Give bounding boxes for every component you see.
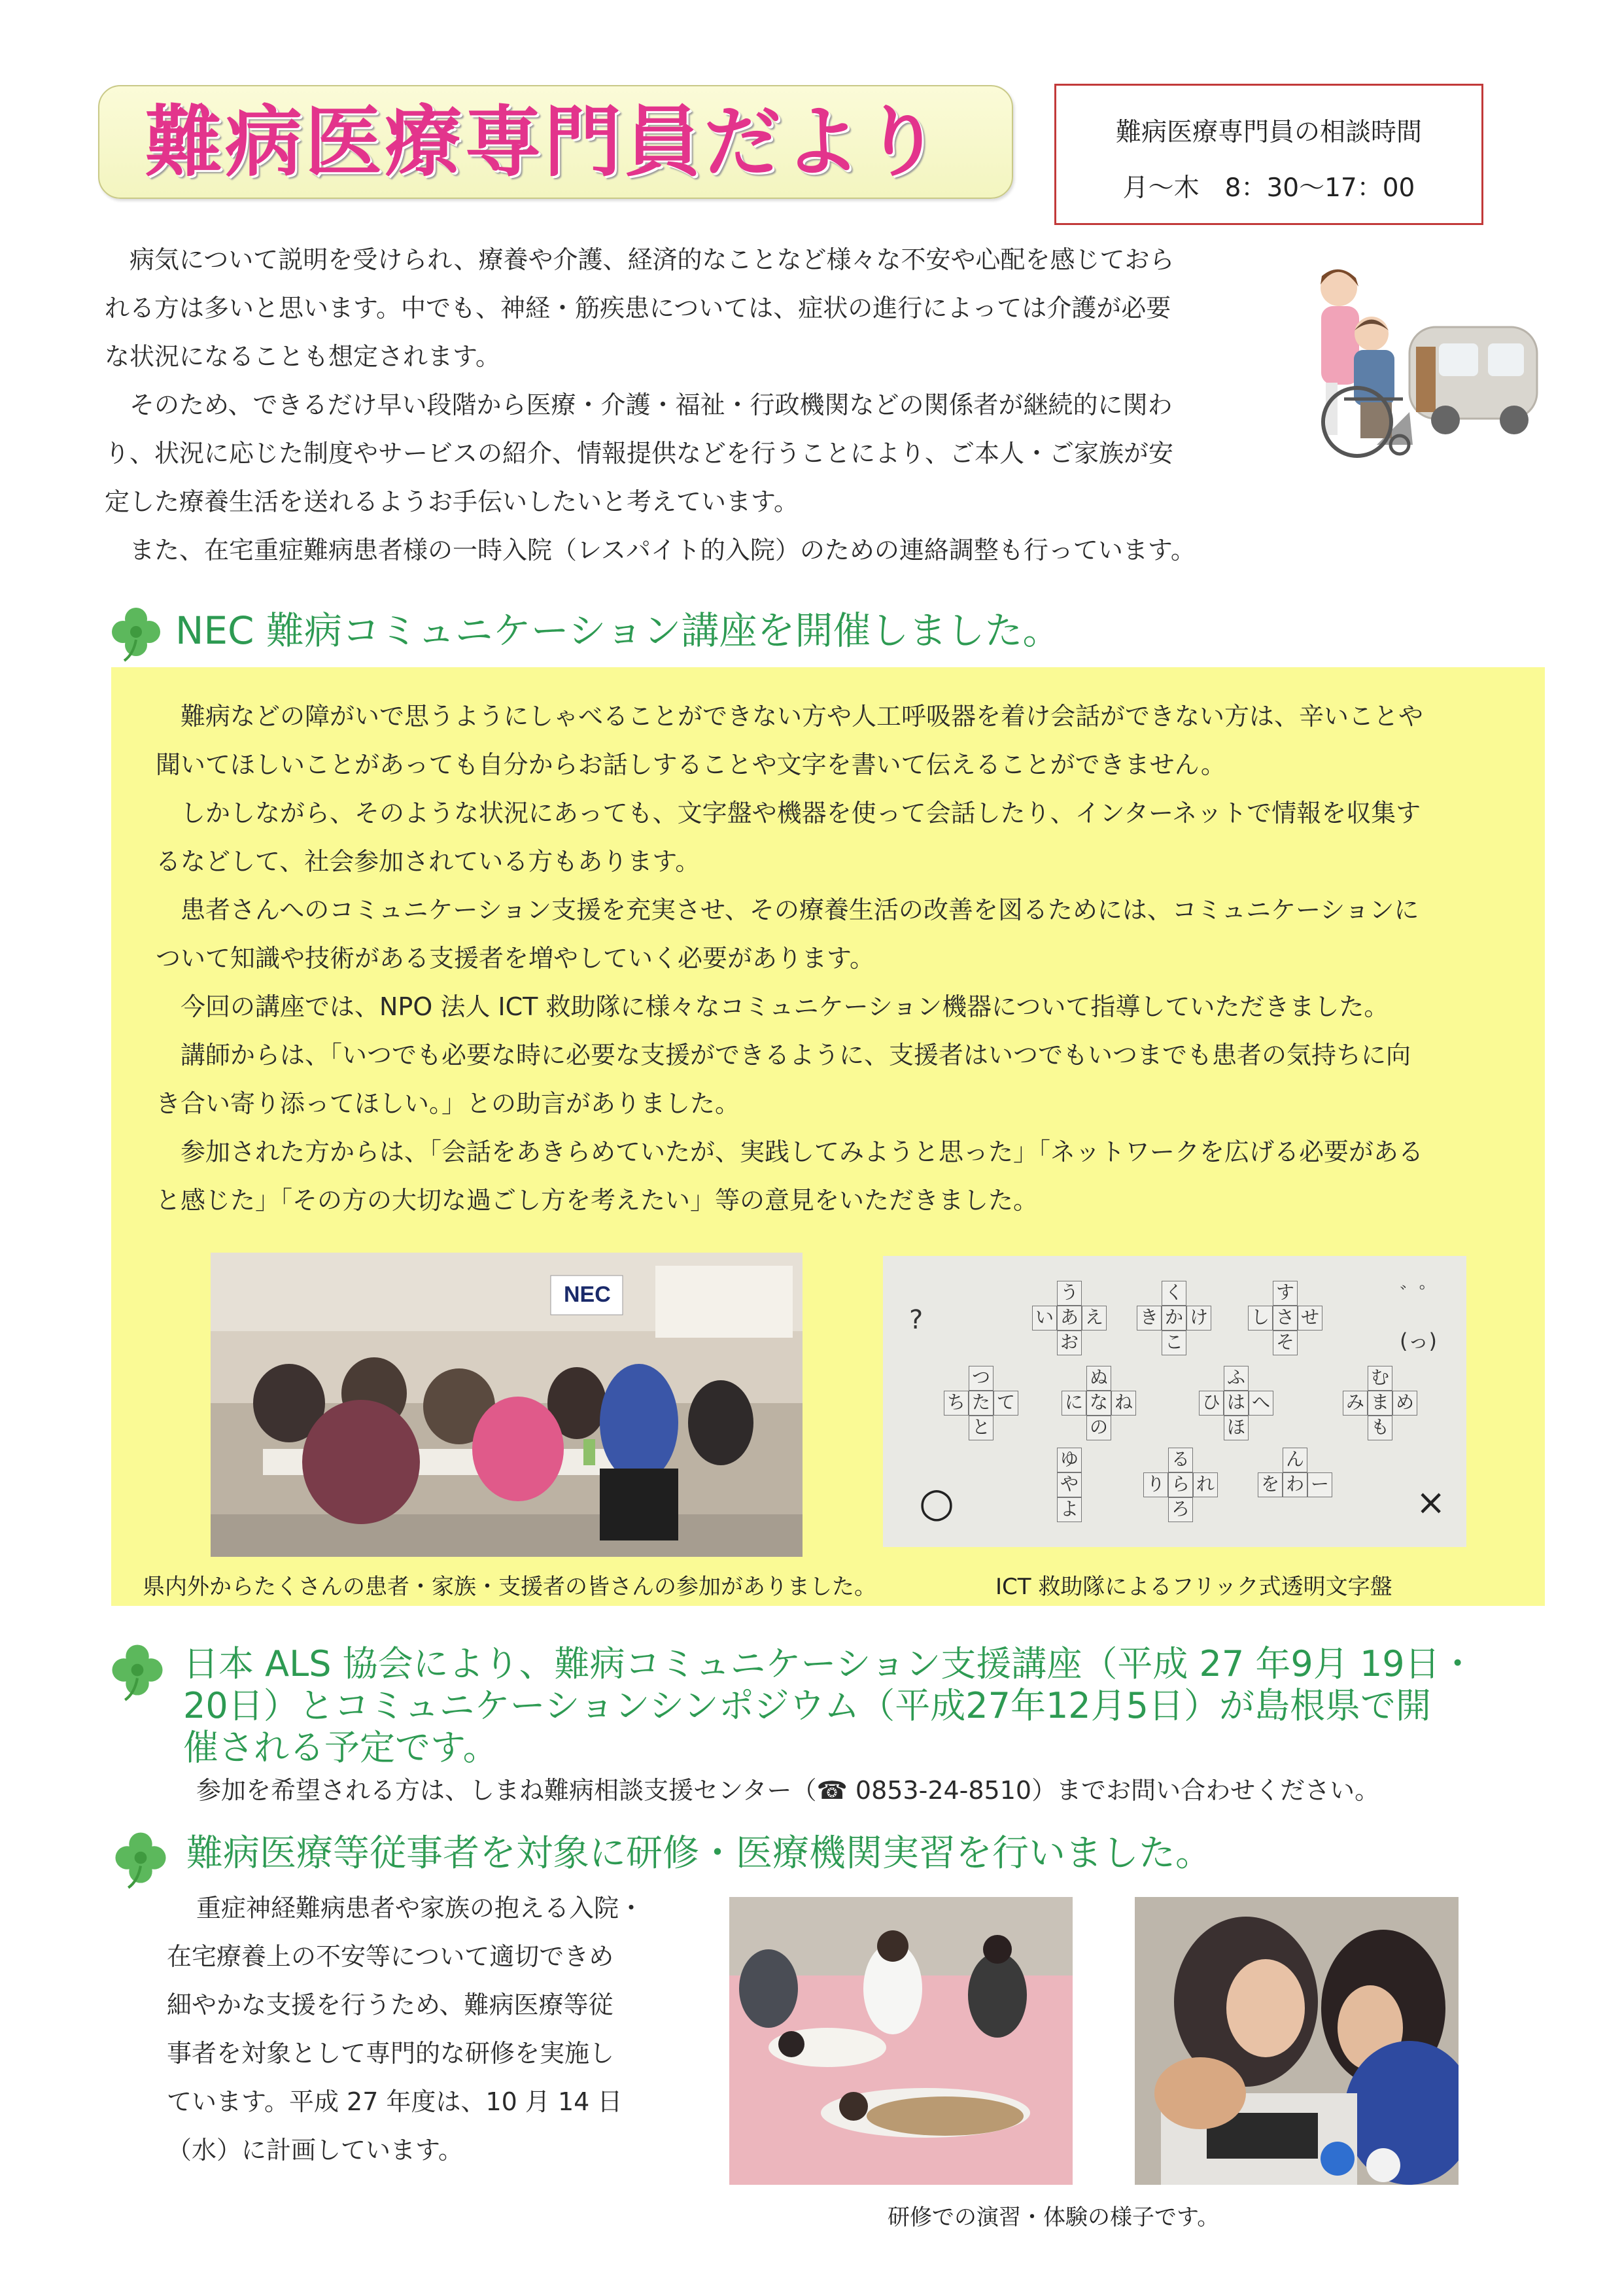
board-char-bottom: ほ	[1224, 1416, 1249, 1440]
board-char-left: き	[1137, 1306, 1162, 1331]
intro-line-5: り、状況に応じた制度やサービスの紹介、情報提供などを行うことにより、ご本人・ご家族が安	[105, 439, 1174, 468]
board-char-top: つ	[969, 1366, 993, 1391]
section3-line-4: 事者を対象として専門的な研修を実施し	[167, 2039, 615, 2068]
article-panel	[111, 667, 1545, 1606]
board-char-bottom: の	[1086, 1416, 1111, 1440]
section2-heading-line-1: 日本 ALS 協会により、難病コミュニケーション支援講座（平成 27 年9月 19日・	[183, 1643, 1476, 1684]
section1-line-9: き合い寄り添ってほしい。」との助言がありました。	[156, 1089, 740, 1118]
board-char-right: へ	[1249, 1391, 1273, 1416]
board-char-left: を	[1258, 1472, 1283, 1497]
board-char-bottom: よ	[1057, 1497, 1082, 1522]
lecture-room-photo	[211, 1253, 803, 1557]
intro-line-7: また、在宅重症難病患者様の一時入院（レスパイト的入院）のための連絡調整も行っています。	[105, 536, 1196, 565]
page-title: 難病医療専門員だより	[145, 97, 944, 187]
board-char-right: れ	[1193, 1472, 1218, 1497]
board-char-center: は	[1224, 1391, 1249, 1416]
board-char-left: み	[1343, 1391, 1368, 1416]
title-banner	[98, 85, 1013, 199]
section3-heading: 難病医療等従事者を対象に研修・医療機関実習を行いました。	[186, 1832, 1212, 1875]
section1-line-5: 患者さんへのコミュニケーション支援を充実させ、その療養生活の改善を図るためには、コミュニケーションに	[156, 896, 1419, 924]
section2-heading-line-3: 催される予定です。	[183, 1727, 498, 1768]
section1-line-4: るなどして、社会参加されている方もあります。	[156, 847, 700, 876]
board-char-bottom: こ	[1162, 1331, 1186, 1355]
letter-board-photo	[883, 1256, 1466, 1547]
board-char-top: ゆ	[1057, 1448, 1082, 1472]
clover-icon	[105, 1637, 170, 1703]
board-char-center: わ	[1283, 1472, 1307, 1497]
board-char-center: た	[969, 1391, 993, 1416]
board-char-bottom: お	[1057, 1331, 1082, 1355]
board-char-top: ぬ	[1086, 1366, 1111, 1391]
board-char-center: な	[1086, 1391, 1111, 1416]
board-char-bottom: そ	[1273, 1331, 1298, 1355]
board-char-top: ふ	[1224, 1366, 1249, 1391]
board-char-right: ー	[1307, 1472, 1332, 1497]
board-char-top: る	[1168, 1448, 1193, 1472]
board-char-left: ち	[944, 1391, 969, 1416]
board-char-right: け	[1186, 1306, 1211, 1331]
section3-line-6: （水）に計画しています。	[167, 2136, 463, 2165]
section1-line-10: 参加された方からは、「会話をあきらめていたが、実践してみようと思った」「ネットワークを広げる必要がある	[156, 1138, 1424, 1166]
section3-line-1: 重症神経難病患者や家族の抱える入院・	[196, 1894, 644, 1922]
section1-line-3: しかしながら、そのような状況にあっても、文字盤や機器を使って会話したり、インターネットで情報を収集す	[156, 799, 1421, 827]
section3-photo-caption: 研修での演習・体験の様子です。	[888, 2204, 1220, 2231]
section2-contact: 参加を希望される方は、しまね難病相談支援センター（☎ 0853-24-8510）までお問い合わせください。	[196, 1776, 1380, 1805]
clover-icon	[108, 1825, 173, 1890]
section1-line-7: 今回の講座では、NPO 法人 ICT 救助隊に様々なコミュニケーション機器について指導していただきました。	[156, 992, 1389, 1021]
section1-heading: NEC 難病コミュニケーション講座を開催しました。	[175, 608, 1061, 653]
board-char-top: く	[1162, 1281, 1186, 1306]
hours-value: 月〜木 8：30〜17：00	[1122, 173, 1415, 203]
board-char-center: さ	[1273, 1306, 1298, 1331]
section2-heading-line-2: 20日）とコミュニケーションシンポジウム（平成27年12月5日）が島根県で開	[183, 1685, 1432, 1726]
intro-line-4: そのため、できるだけ早い段階から医療・介護・福祉・行政機関などの関係者が継続的に関わ	[105, 391, 1173, 419]
hours-title: 難病医療専門員の相談時間	[1115, 118, 1422, 147]
board-char-center: か	[1162, 1306, 1186, 1331]
photo1-caption: 県内外からたくさんの患者・家族・支援者の皆さんの参加がありました。	[143, 1574, 876, 1600]
board-char-center: あ	[1057, 1306, 1082, 1331]
board-char-right: め	[1392, 1391, 1417, 1416]
board-char-bottom: と	[969, 1416, 993, 1440]
board-char-center: や	[1057, 1472, 1082, 1497]
board-char-right: え	[1082, 1306, 1107, 1331]
board-char-top: す	[1273, 1281, 1298, 1306]
nec-sign: NEC	[564, 1282, 611, 1307]
board-char-left: り	[1143, 1472, 1168, 1497]
section3-line-3: 細やかな支援を行うため、難病医療等従	[167, 1991, 613, 2019]
board-char-left: ひ	[1199, 1391, 1224, 1416]
board-char-bottom: も	[1368, 1416, 1392, 1440]
board-char-center: ま	[1368, 1391, 1392, 1416]
board-char-right: て	[993, 1391, 1018, 1416]
board-char-top: ん	[1283, 1448, 1307, 1472]
clover-icon	[105, 600, 167, 663]
consultation-hours-box	[1054, 84, 1483, 225]
board-cross-mark: ×	[1416, 1482, 1446, 1523]
caregiver-wheelchair-illustration	[1298, 249, 1547, 497]
section1-line-1: 難病などの障がいで思うようにしゃべることができない方や人工呼吸器を着け会話ができない方は、辛いことや	[156, 702, 1424, 731]
board-dakuten: ゛゜	[1400, 1284, 1439, 1307]
section3-line-5: ています。平成 27 年度は、10 月 14 日	[167, 2087, 623, 2116]
section1-line-11: と感じた」「その方の大切な過ごし方を考えたい」等の意見をいただきました。	[156, 1186, 1039, 1215]
board-char-center: ら	[1168, 1472, 1193, 1497]
board-char-left: い	[1032, 1306, 1057, 1331]
intro-line-3: な状況になることも想定されます。	[105, 342, 500, 371]
board-char-bottom: ろ	[1168, 1497, 1193, 1522]
section3-line-2: 在宅療養上の不安等について適切できめ	[167, 1942, 614, 1971]
board-circle-mark: ○	[919, 1478, 955, 1526]
board-char-top: む	[1368, 1366, 1392, 1391]
board-question-mark: ?	[909, 1305, 924, 1335]
section1-line-8: 講師からは、「いつでも必要な時に必要な支援ができるように、支援者はいつでもいつまでも患者の気持ちに向	[156, 1041, 1411, 1070]
training-floor-photo	[729, 1897, 1073, 2185]
intro-line-1: 病気について説明を受けられ、療養や介護、経済的なことなど様々な不安や心配を感じておら	[105, 245, 1175, 274]
board-char-top: う	[1057, 1281, 1082, 1306]
board-small-tsu: (っ)	[1400, 1329, 1437, 1353]
board-char-right: せ	[1298, 1306, 1322, 1331]
device-practice-photo	[1135, 1897, 1459, 2185]
board-char-left: に	[1062, 1391, 1086, 1416]
section1-line-2: 聞いてほしいことがあっても自分からお話しすることや文字を書いて伝えることができません。	[156, 750, 1226, 779]
board-char-left: し	[1248, 1306, 1273, 1331]
intro-line-2: れる方は多いと思います。中でも、神経・筋疾患については、症状の進行によっては介護が必要	[105, 294, 1171, 322]
section1-line-6: ついて知識や技術がある支援者を増やしていく必要があります。	[156, 944, 874, 973]
photo2-caption: ICT 救助隊によるフリック式透明文字盤	[995, 1574, 1392, 1600]
intro-line-6: 定した療養生活を送れるようお手伝いしたいと考えています。	[105, 487, 799, 516]
board-char-right: ね	[1111, 1391, 1136, 1416]
